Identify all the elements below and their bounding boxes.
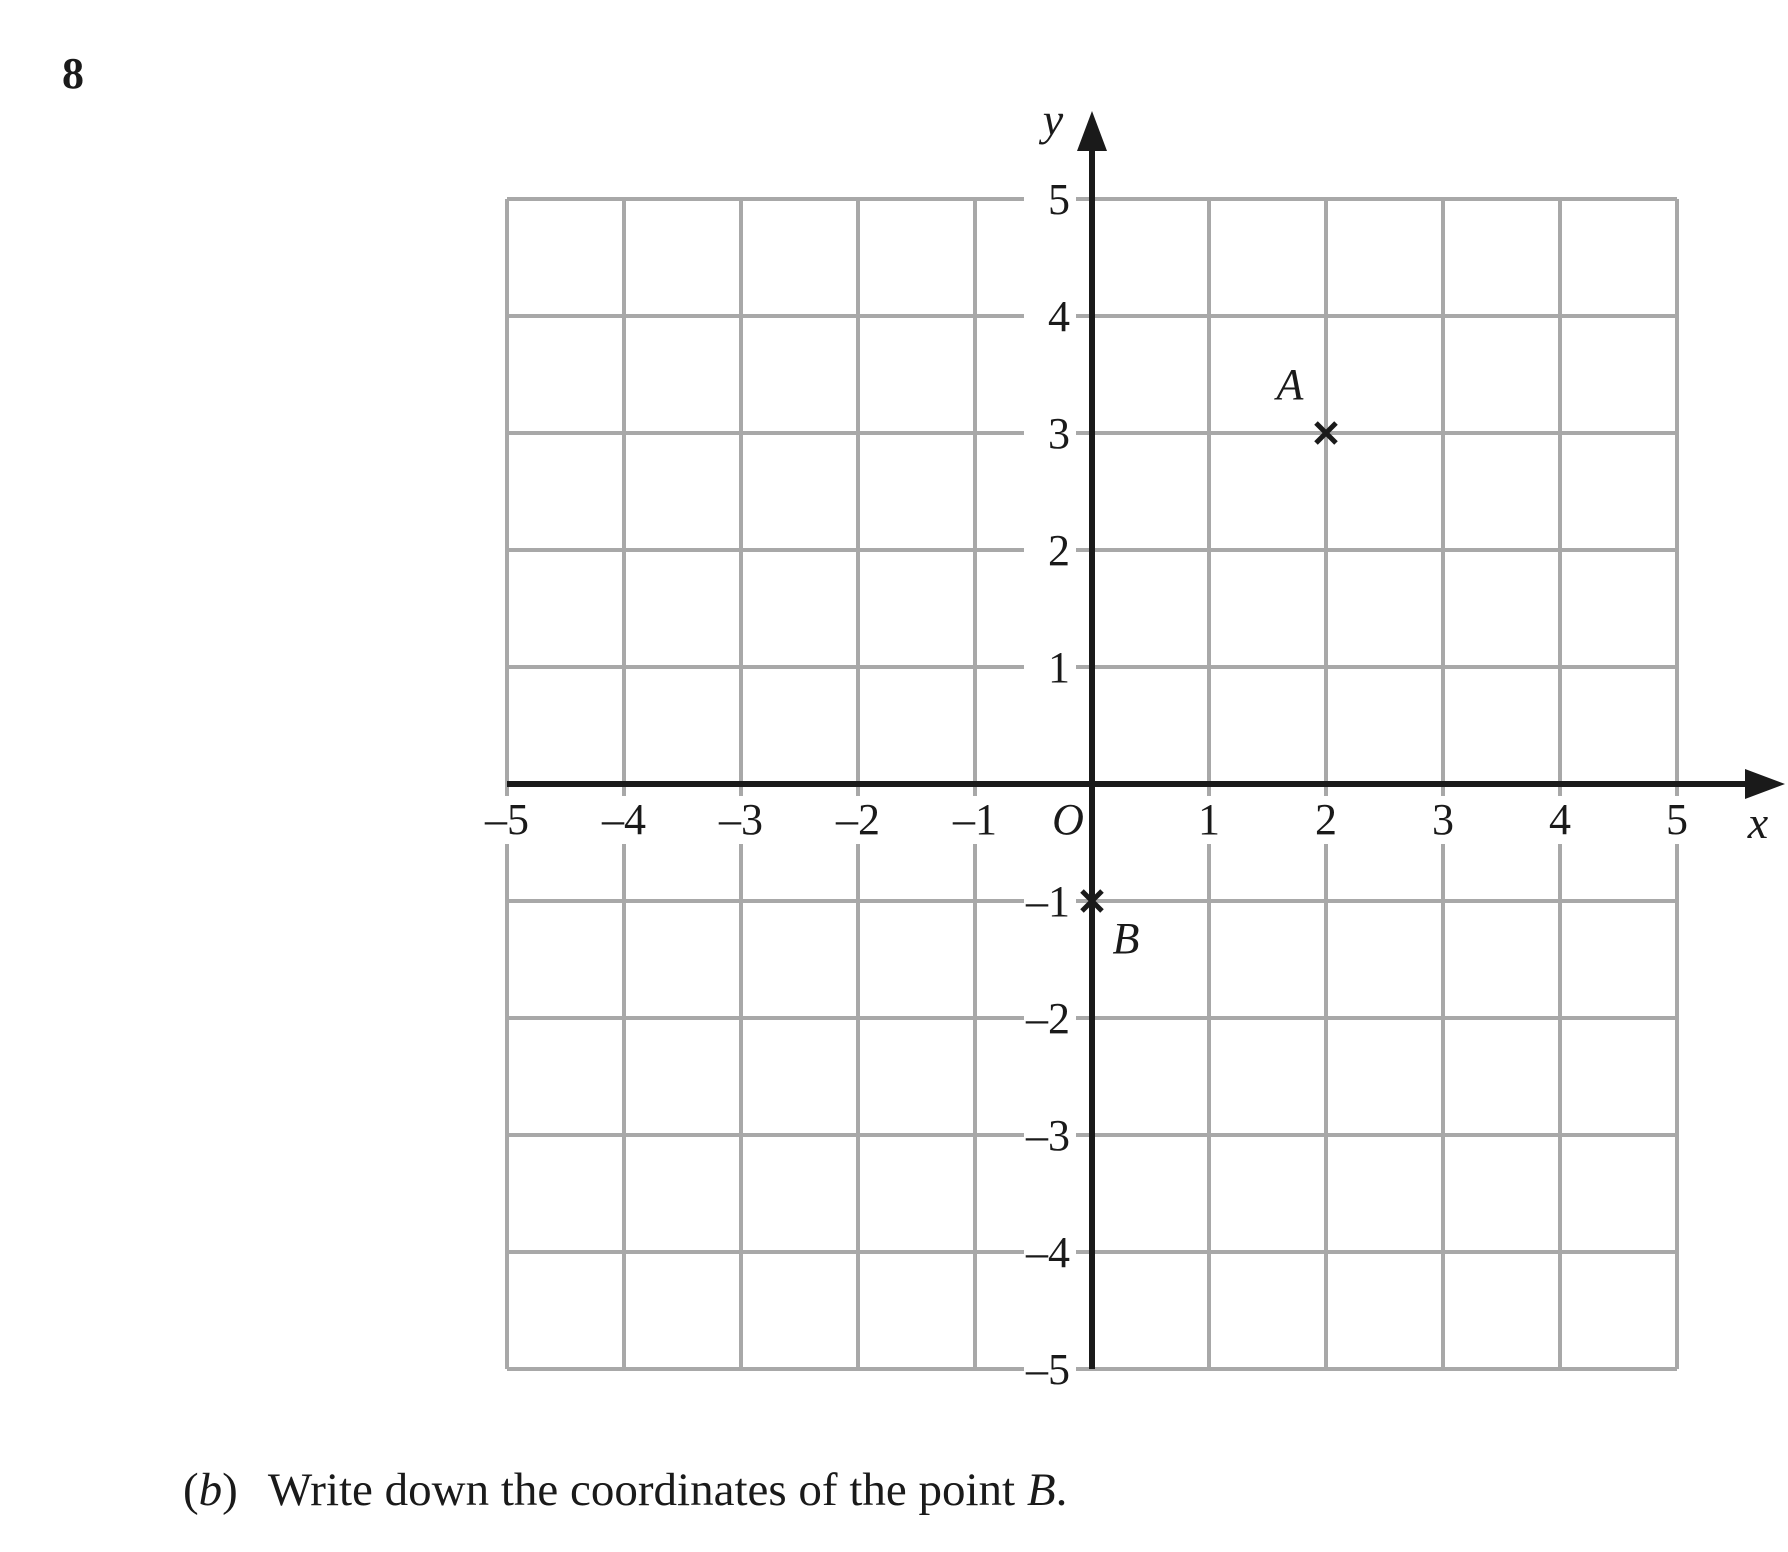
y-axis-label: y xyxy=(1042,94,1064,145)
x-tick-label: –1 xyxy=(953,795,997,844)
question-part-b xyxy=(183,1463,1067,1517)
y-tick-label: –3 xyxy=(1026,1111,1070,1160)
x-tick-label: 5 xyxy=(1666,795,1688,844)
x-tick-label: 3 xyxy=(1432,795,1454,844)
part-label-open: ( xyxy=(183,1464,199,1516)
x-axis-arrow xyxy=(1745,769,1785,799)
x-tick-label: –3 xyxy=(719,795,763,844)
question-number: 8 xyxy=(62,49,84,98)
y-tick-label: –5 xyxy=(1026,1345,1070,1394)
y-tick-label: –2 xyxy=(1026,994,1070,1043)
part-label-letter: b xyxy=(198,1464,223,1516)
y-tick-label: –1 xyxy=(1026,877,1070,926)
question-point-name: B xyxy=(1026,1464,1056,1516)
origin-label: O xyxy=(1052,795,1084,844)
x-tick-label: –2 xyxy=(836,795,880,844)
x-tick-label: 4 xyxy=(1549,795,1571,844)
point-a-label: A xyxy=(1276,360,1304,409)
x-axis-label: x xyxy=(1747,797,1769,848)
question-text: Write down the coordinates of the point xyxy=(267,1464,1027,1516)
y-tick-label: –4 xyxy=(1026,1228,1070,1277)
part-label-close: ) xyxy=(222,1464,238,1516)
y-tick-label: 5 xyxy=(1048,175,1070,224)
x-tick-label: 1 xyxy=(1198,795,1220,844)
y-tick-label: 4 xyxy=(1048,292,1070,341)
axes xyxy=(507,111,1785,1369)
y-tick-label: 1 xyxy=(1048,643,1070,692)
point-b-label: B xyxy=(1112,914,1140,963)
x-tick-label: 2 xyxy=(1315,795,1337,844)
x-tick-label: –4 xyxy=(602,795,646,844)
x-tick-label: –5 xyxy=(485,795,529,844)
y-tick-label: 3 xyxy=(1048,409,1070,458)
y-axis-arrow xyxy=(1077,111,1107,151)
y-tick-label: 2 xyxy=(1048,526,1070,575)
question-end: . xyxy=(1055,1464,1068,1516)
